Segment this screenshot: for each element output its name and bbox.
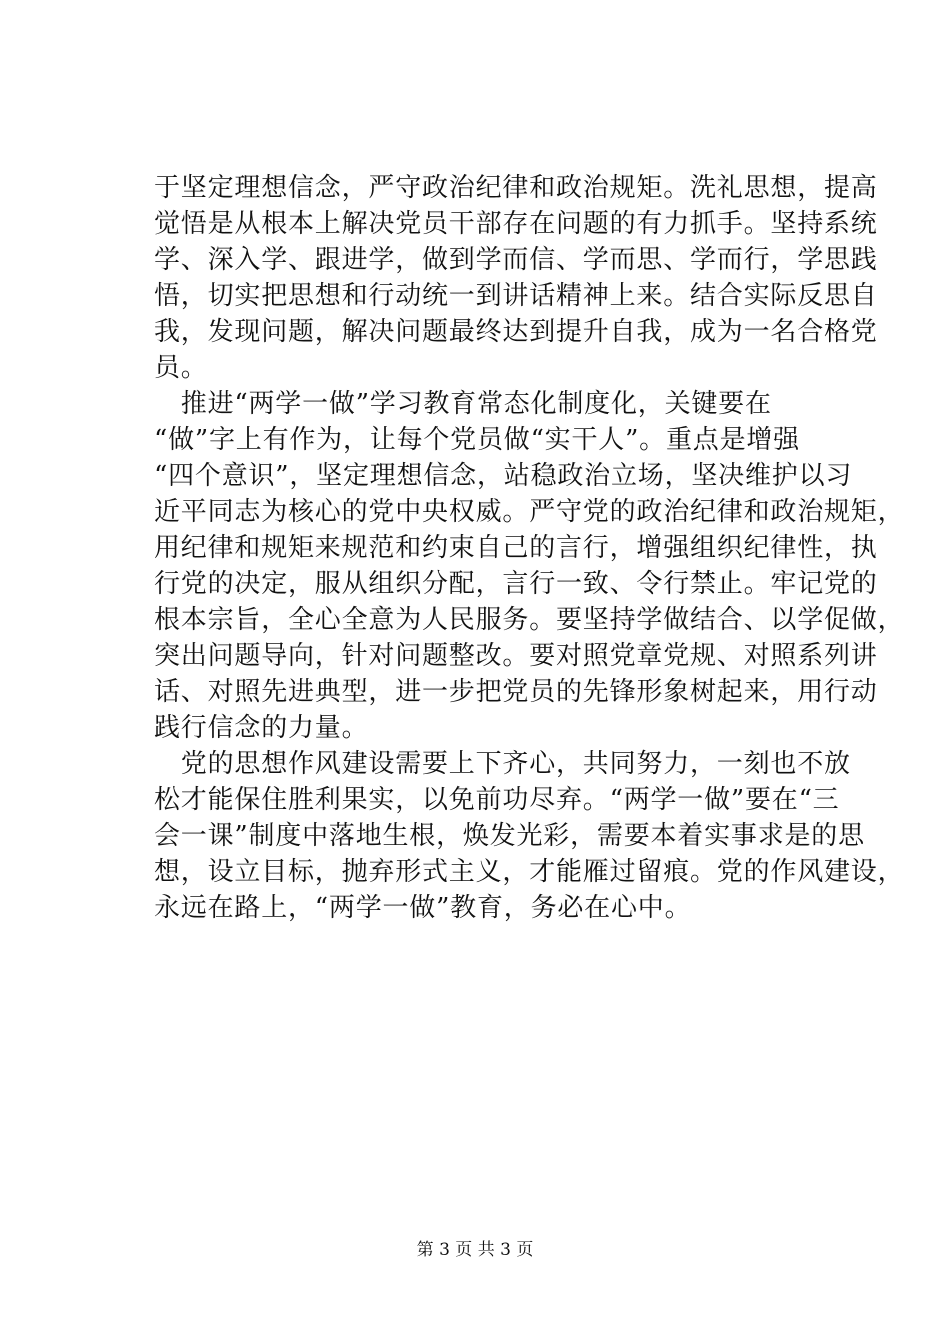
text-line: 想，设立目标，抛弃形式主义，才能雁过留痕。党的作风建设，: [154, 857, 905, 887]
text-line: 松才能保住胜利果实，以免前功尽弃。“两学一做”要在“三: [154, 785, 840, 815]
text-line: 推进“两学一做”学习教育常态化制度化，关键要在: [154, 389, 772, 419]
text-line: 突出问题导向，针对问题整改。要对照党章党规、对照系列讲: [154, 641, 878, 671]
text-line: 悟，切实把思想和行动统一到讲话精神上来。结合实际反思自: [154, 281, 878, 311]
text-line: 话、对照先进典型，进一步把党员的先锋形象树起来，用行动: [154, 677, 878, 707]
paragraph-2: [154, 386, 905, 746]
text-line: 行党的决定，服从组织分配，言行一致、令行禁止。牢记党的: [154, 569, 878, 599]
paragraph-3: [154, 746, 905, 926]
page-footer: [0, 1238, 950, 1262]
paragraph-1: [154, 170, 878, 386]
text-line: 觉悟是从根本上解决党员干部存在问题的有力抓手。坚持系统: [154, 209, 878, 239]
text-line: 永远在路上，“两学一做”教育，务必在心中。: [154, 893, 692, 923]
text-line: 用纪律和规矩来规范和约束自己的言行，增强组织纪律性，执: [154, 533, 878, 563]
text-line: 根本宗旨，全心全意为人民服务。要坚持学做结合、以学促做，: [154, 605, 905, 635]
document-body: [154, 170, 905, 926]
text-line: 员。: [154, 353, 208, 383]
page-number: 第 3 页 共 3 页: [416, 1240, 534, 1260]
text-line: “做”字上有作为，让每个党员做“实干人”。重点是增强: [154, 425, 800, 455]
text-line: 学、深入学、跟进学，做到学而信、学而思、学而行，学思践: [154, 245, 878, 275]
text-line: 党的思想作风建设需要上下齐心，共同努力，一刻也不放: [154, 749, 851, 779]
text-line: 会一课”制度中落地生根，焕发光彩，需要本着实事求是的思: [154, 821, 865, 851]
text-line: “四个意识”，坚定理想信念，站稳政治立场，坚决维护以习: [154, 461, 853, 491]
text-line: 于坚定理想信念，严守政治纪律和政治规矩。洗礼思想，提高: [154, 173, 878, 203]
text-line: 近平同志为核心的党中央权威。严守党的政治纪律和政治规矩，: [154, 497, 905, 527]
text-line: 践行信念的力量。: [154, 713, 369, 743]
text-line: 我，发现问题，解决问题最终达到提升自我，成为一名合格党: [154, 317, 878, 347]
